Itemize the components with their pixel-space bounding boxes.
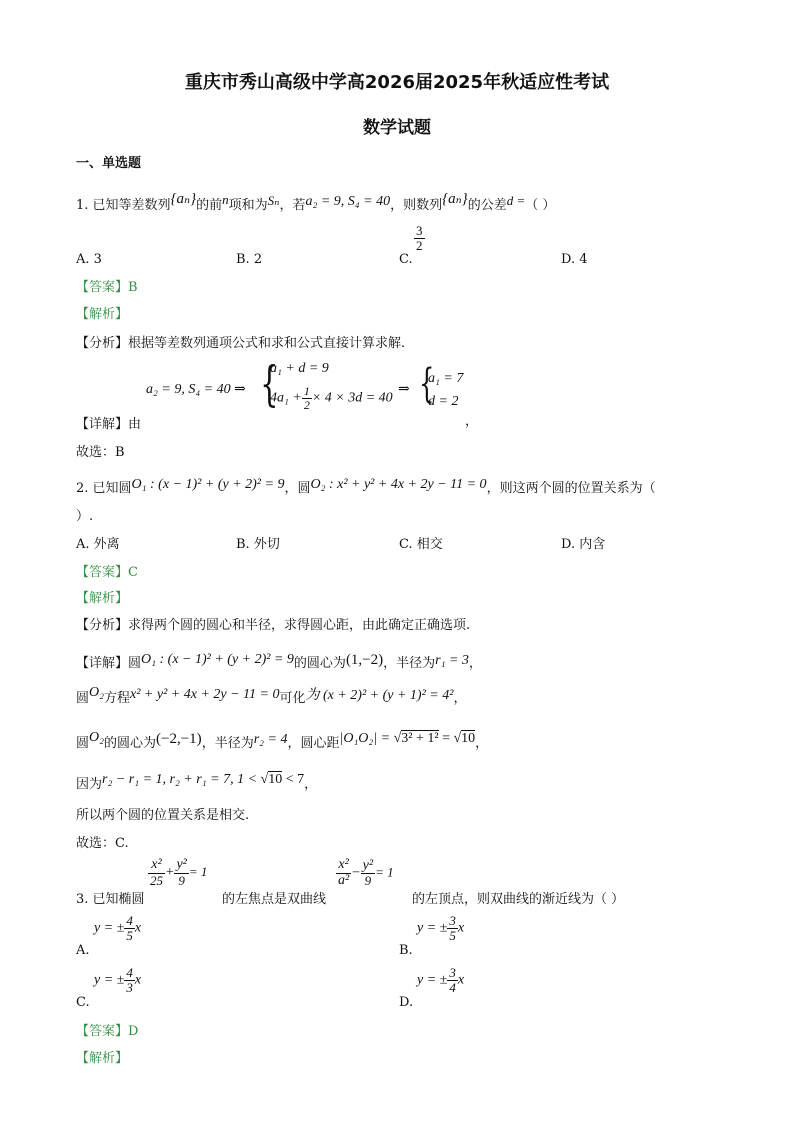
- q3-h-n1: x²: [336, 858, 351, 874]
- q1-option-b: B. 2: [236, 252, 263, 267]
- q3-c-x: x: [134, 972, 142, 988]
- q2-analysis-label: 【解析】: [76, 591, 129, 606]
- q1-brace-1: {: [260, 356, 279, 412]
- q1-text-3: 项和为: [228, 198, 268, 213]
- q3-e-n2: y²: [176, 857, 187, 872]
- q2-option-c: C. 相交: [399, 537, 443, 552]
- q1-comma: ，: [465, 414, 479, 429]
- q1-c-numerator: 3: [416, 223, 423, 238]
- q3-e-d2: 9: [178, 872, 185, 888]
- q2-detail-line-1: [76, 652, 482, 672]
- q1-system-1b-pre: 4a₁ +: [270, 390, 302, 406]
- q2-l1-d: (1,−2): [345, 652, 384, 668]
- q3-h-eq: = 1: [375, 864, 394, 880]
- q1-answer: 【答案】B: [76, 280, 138, 295]
- q1-arrow: ⇒: [398, 382, 410, 397]
- q3-d-pre: y = ±: [417, 972, 448, 988]
- q3-analysis-label: 【解析】: [76, 1051, 129, 1066]
- question-2-stem: [76, 477, 656, 497]
- q3-hyperbola-equation: [336, 858, 394, 888]
- q2-l4-b: r₂ − r₁ = 1, r₂ + r₁ = 7, 1 <: [102, 772, 261, 787]
- q3-a-pre: y = ±: [94, 920, 125, 936]
- q2-l3-f: r₂ = 4: [253, 732, 288, 747]
- q2-l3-k: 10: [461, 731, 476, 746]
- q2-detail-line-5: 所以两个圆的位置关系是相交.: [76, 808, 250, 823]
- q3-text-2: 的左焦点是双曲线: [222, 892, 327, 907]
- q3-option-b-label: B.: [399, 943, 413, 958]
- q2-option-d: D. 内含: [561, 537, 606, 552]
- q3-c-den: 3: [126, 979, 133, 995]
- q3-b-num: 3: [449, 913, 456, 928]
- q1-option-c: C.: [399, 252, 413, 267]
- q1-option-c-fraction: [414, 224, 425, 252]
- q3-d-num: 3: [449, 965, 456, 980]
- q3-option-c-label: C.: [76, 995, 90, 1010]
- q2-text-4: ）.: [76, 509, 94, 524]
- section-heading: 一、单选题: [76, 156, 142, 171]
- q3-h-d2: 9: [364, 873, 372, 889]
- q2-option-b: B. 外切: [236, 537, 280, 552]
- q1-option-d: D. 4: [561, 252, 588, 267]
- q2-l1-c: 的圆心为: [293, 656, 346, 671]
- q3-option-a-label: A.: [76, 943, 90, 958]
- q3-a-x: x: [134, 920, 142, 936]
- q3-option-b-formula: [417, 914, 464, 942]
- q1-text-6: 的公差: [467, 198, 507, 213]
- page-subtitle: 数学试题: [363, 118, 431, 138]
- q2-l1-g: ，: [468, 656, 482, 671]
- q1-d: d =: [506, 193, 526, 208]
- q1-text-5: ，则数列: [390, 198, 443, 213]
- q1-option-a: A. 3: [76, 252, 102, 267]
- q1-system-2b: d = 2: [428, 394, 459, 409]
- q2-text-1: 2. 已知圆: [76, 481, 132, 496]
- q2-l2-f: 为 (x + 2)² + (y + 1)² = 4²: [305, 688, 454, 703]
- q3-b-den: 5: [449, 927, 456, 943]
- q3-b-pre: y = ±: [417, 920, 448, 936]
- q2-l3-a: 圆: [76, 736, 90, 751]
- q1-condition: a₂ = 9, S₄ = 40: [305, 194, 391, 209]
- q3-b-x: x: [457, 920, 465, 936]
- q3-option-c-formula: [94, 966, 141, 994]
- q3-h-minus: −: [351, 865, 361, 881]
- q1-brace-2: {: [419, 361, 435, 407]
- q1-text-1: 1. 已知等差数列: [76, 198, 171, 213]
- q3-e-n1: x²: [148, 858, 165, 874]
- q3-e-d1: 25: [150, 872, 163, 888]
- q2-fenxi: 【分析】求得两个圆的圆心和半径，求得圆心距，由此确定正确选项.: [76, 618, 471, 633]
- q3-ellipse-equation: [148, 858, 207, 887]
- q2-choose: 故选：C.: [76, 836, 129, 851]
- q2-l2-e: 可化: [279, 691, 306, 706]
- q3-answer: 【答案】D: [76, 1024, 139, 1039]
- q2-l1-b: O₁ : (x − 1)² + (y + 2)² = 9: [141, 652, 294, 667]
- q3-d-x: x: [457, 972, 465, 988]
- q3-d-den: 4: [449, 979, 456, 995]
- q1-system-1a: a₁ + d = 9: [270, 361, 329, 376]
- q1-system-1b: [270, 385, 393, 411]
- q1-sequence-2: {aₙ}: [442, 191, 468, 207]
- q2-l3-l: ，: [475, 736, 489, 751]
- q2-circle-2: O₂ : x² + y² + 4x + 2y − 11 = 0: [310, 477, 487, 492]
- q1-half-den: 2: [303, 397, 310, 412]
- q3-c-pre: y = ±: [94, 972, 125, 988]
- q3-text-3: 的左顶点，则双曲线的渐近线为（ ）: [412, 892, 625, 907]
- q2-l3-d: (−2,−1): [156, 731, 202, 747]
- q2-option-a: A. 外离: [76, 537, 120, 552]
- q3-text-1: 3. 已知椭圆: [76, 892, 145, 907]
- q2-detail-line-4: 因为r₂ − r₁ = 1, r₂ + r₁ = 7, 1 < √10 < 7，: [76, 772, 318, 792]
- q2-l2-g: ，: [453, 691, 467, 706]
- q1-equation-left: a₂ = 9, S₄ = 40 ⇒: [146, 382, 246, 397]
- q2-l3-e: ，半径为: [201, 736, 254, 751]
- question-1-stem: [76, 191, 556, 214]
- q2-l3-g: ，圆心距: [287, 736, 340, 751]
- q2-l1-f: r₁ = 3: [435, 653, 469, 668]
- q2-l3-i: 3² + 1²: [401, 731, 439, 746]
- q3-e-plus: +: [165, 864, 175, 880]
- q3-a-den: 5: [126, 927, 133, 943]
- q2-detail-line-2: [76, 687, 466, 707]
- q1-sequence: {aₙ}: [170, 191, 197, 207]
- q2-l2-d: x² + y² + 4x + 2y − 11 = 0: [130, 687, 280, 702]
- q1-analysis-label: 【解析】: [76, 307, 129, 322]
- q2-l2-b: O₂: [89, 685, 104, 700]
- q1-choose: 故选：B: [76, 445, 125, 460]
- q1-system-2a: a₁ = 7: [428, 371, 464, 386]
- q2-l1-e: ，半径为: [383, 656, 436, 671]
- q2-detail-line-3: 圆O₂的圆心为(−2,−1)，半径为r₂ = 4，圆心距|O₁O₂| = √3² + 1² = √10，: [76, 730, 489, 751]
- q2-l4-d: < 7: [282, 772, 305, 787]
- q3-option-d-label: D.: [399, 995, 414, 1010]
- q2-l2-c: 方程: [104, 691, 131, 706]
- q2-l4-e: ，: [304, 777, 318, 792]
- q2-l3-j: =: [438, 731, 454, 746]
- q2-l3-c: 的圆心为: [104, 736, 157, 751]
- q1-text-2: 的前: [196, 198, 223, 213]
- q3-a-num: 4: [126, 913, 133, 928]
- q3-option-d-formula: [417, 966, 464, 994]
- q1-text-7: （ ）: [525, 198, 556, 213]
- q1-system-1b-post: × 4 × 3d = 40: [311, 390, 393, 406]
- q1-sum: Sₙ: [267, 193, 280, 208]
- q1-xiangjie: 【详解】由: [76, 417, 142, 432]
- q2-l4-a: 因为: [76, 777, 103, 792]
- q3-c-num: 4: [126, 965, 133, 980]
- q1-fenxi: 【分析】根据等差数列通项公式和求和公式直接计算求解.: [76, 336, 406, 351]
- q3-h-n2: y²: [362, 857, 374, 873]
- q3-h-d1: a²: [338, 872, 350, 888]
- q2-text-3: ，则这两个圆的位置关系为（: [486, 481, 656, 496]
- q2-answer: 【答案】C: [76, 565, 138, 580]
- q2-l2-a: 圆: [76, 691, 90, 706]
- q2-l1-a: 【详解】圆: [76, 656, 142, 671]
- q2-text-2: ，圆: [284, 481, 311, 496]
- q1-half-num: 1: [303, 384, 310, 398]
- q1-c-denominator: 2: [416, 237, 423, 253]
- q2-l4-c: 10: [268, 772, 283, 787]
- q2-l3-h: |O₁O₂| =: [339, 731, 394, 746]
- q2-circle-1: O₁ : (x − 1)² + (y + 2)² = 9: [131, 477, 285, 492]
- q1-n: n: [222, 192, 229, 207]
- q3-e-eq: = 1: [188, 863, 208, 879]
- page-title: 重庆市秀山高级中学高2026届2025年秋适应性考试: [184, 72, 610, 93]
- q3-option-a-formula: [94, 914, 141, 942]
- q2-l3-b: O₂: [89, 730, 104, 745]
- q1-text-4: ，若: [279, 198, 306, 213]
